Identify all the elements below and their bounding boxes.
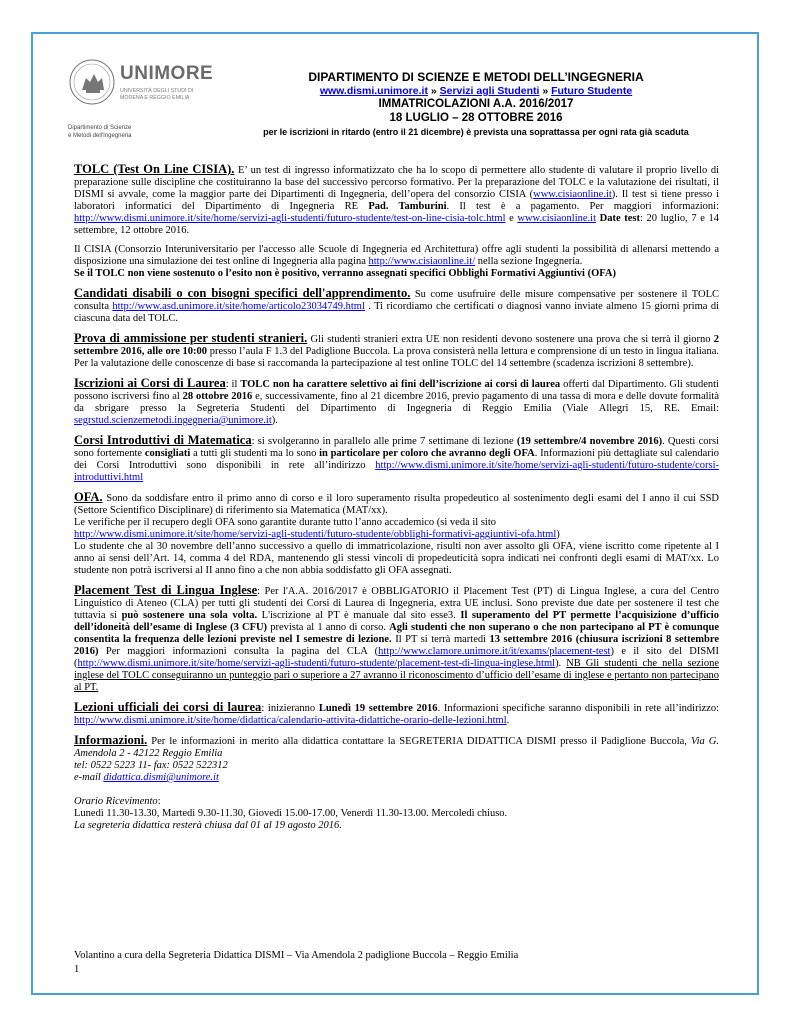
link-futuro-studente[interactable]: Futuro Studente [551, 85, 633, 97]
department-title: DIPARTIMENTO DI SCIENZE E METODI DELL’INGEGNERIA [308, 70, 644, 84]
link-cla-placement[interactable]: http://www.clamore.unimore.it/it/exams/placement-test [378, 646, 611, 657]
ofa-verifiche: Le verifiche per il recupero degli OFA sono garantite durante tutto l’anno accademico (si veda il sito http://www.dismi.unimore.it/site/home/servizi-agli-studenti/futuro-studente/obblighi-formativi-aggiuntivi-ofa.html) [74, 517, 560, 540]
informazioni-section: Informazioni. Per le informazioni in merito alla didattica contattare la SEGRETERIA DIDATTICA DISMI presso il Padiglione Buccola, Via G. Amendola 2 - 42122 Reggio Emilia [74, 733, 719, 759]
link-tolc-info[interactable]: http://www.dismi.unimore.it/site/home/servizi-agli-studenti/futuro-studente/test-on-line-cisia-tolc.html [74, 213, 506, 224]
contact-email: e-mail didattica.dismi@unimore.it [74, 772, 219, 783]
immatricolazioni-title: IMMATRICOLAZIONI A.A. 2016/2017 [378, 98, 574, 110]
ofa-heading: OFA. [74, 490, 103, 504]
orario-text: Lunedì 11.30-13.30, Martedì 9.30-11.30, Giovedì 15.00-17.00, Venerdì 11.30-13.00. Mercoledì chiuso. [74, 808, 508, 819]
orario-label: Orario Ricevimento: [74, 796, 161, 807]
lezioni-section: Lezioni ufficiali dei corsi di laurea: inizieranno Lunedì 19 settembre 2016. Informazioni specifiche saranno disponibili in rete all’indirizzo: http://www.dismi.unimore.it/site/home/didattica/calendario-attivita-didattiche-orario-delle-lezioni.html. [74, 700, 719, 726]
link-didattica-email[interactable]: didattica.dismi@unimore.it [103, 772, 219, 783]
placement-heading: Placement Test di Lingua Inglese [74, 583, 258, 597]
informazioni-heading: Informazioni. [74, 733, 148, 747]
placement-section: Placement Test di Lingua Inglese: Per l'A.A. 2016/2017 è OBBLIGATORIO il Placement Test (PT) di Lingua Inglese, a cura del Centro Linguistico di Ateneo (CLA) per tutti gli studenti dei Corsi di Laurea di Ingegneria, extra UE inclusi. Sono previste due date per sostenere il test che tuttavia si può sostenere una sola volta. L'iscrizione al PT è manuale dal sito esse3. Il superamento del PT permette l’acquisizione d’ufficio dell’idoneità dell’esame di Inglese (3 CFU) prevista al 1 anno di corso. Agli studenti che non superano o che non partecipano al PT è comunque consentita la frequenza delle lezioni previste nel I semestre di lezione. Il PT si terrà martedì 13 settembre 2016 (chiusura iscrizioni 8 settembre 2016) Per maggiori informazioni consulta la pagina del CLA (http://www.clamore.unimore.it/it/exams/placement-test) e il sito del DISMI (http://www.dismi.unimore.it/site/home/servizi-agli-studenti/futuro-studente/placement-test-di-lingua-inglese.html). NB Gli studenti che nella sezione inglese del TOLC conseguiranno un punteggio pari o superiore a 27 avranno il riconoscimento d’ufficio dell’esame di inglese e pertanto non partecipano al PT. [74, 583, 720, 693]
link-dismi-placement[interactable]: http://www.dismi.unimore.it/site/home/servizi-agli-studenti/futuro-studente/placement-test-di-lingua-inglese.html [77, 658, 556, 669]
ofa-ripetente: Lo studente che al 30 novembre dell’anno successivo a quello di immatricolazione, risulti non aver assolto gli OFA, viene iscritto come ripetente al I anno ai sensi dell’Art. 14, comma 4 del RDA, mantenendo gli stessi vincoli di propedeuticità sopra indicati nei confronti degli esami di MAT/xx. Lo studente non potrà iscriversi al II anno fino a che non abbia soddisfatto gli OFA assegnati. [74, 541, 719, 576]
ofa-warning: Se il TOLC non viene sostenuto o l’esito non è positivo, verranno assegnati specifici Obblighi Formativi Aggiuntivi (OFA) [74, 268, 616, 279]
corsi-heading: Corsi Introduttivi di Matematica [74, 433, 252, 447]
department-caption: Dipartimento di Scienze e Metodi dell'Ingegneria [68, 125, 132, 139]
dates-title: 18 LUGLIO – 28 OTTOBRE 2016 [389, 112, 563, 124]
logo-wordmark: UNIMORE [120, 63, 214, 84]
footer-text: Volantino a cura della Segreteria Didattica DISMI – Via Amendola 2 padiglione Buccola – Reggio Emilia [74, 950, 519, 961]
unimore-logo [66, 55, 214, 145]
link-corsi-introduttivi[interactable]: http://www.dismi.unimore.it/site/home/servizi-agli-studenti/futuro-studente/corsi-introduttivi.html [74, 460, 719, 483]
link-dismi-site[interactable]: www.dismi.unimore.it [319, 85, 428, 97]
link-cisia[interactable]: www.cisiaonline.it [533, 189, 612, 200]
stranieri-heading: Prova di ammissione per studenti stranieri. [74, 331, 308, 345]
stranieri-section: Prova di ammissione per studenti stranieri. Gli studenti stranieri extra UE non residenti devono sostenere una prova che si terrà il giorno 2 settembre 2016, alle ore 10:00 presso l’aula F 1.3 del Padiglione Buccola. La prova consisterà nella lettura e comprensione di un testo in lingua italiana. Per la valutazione delle conoscenze di base si raccomanda la partecipazione al test online TOLC del 14 settembre (scadenza iscrizioni 8 settembre). [74, 331, 719, 369]
lezioni-heading: Lezioni ufficiali dei corsi di laurea [74, 700, 262, 714]
link-segreteria-email[interactable]: segrstud.scienzemetodi.ingegneria@unimore.it [74, 415, 272, 426]
cisia-paragraph: Il CISIA (Consorzio Interuniversitario per l'accesso alle Scuole di Ingegneria ed Architettura) offre agli studenti la possibilità di allenarsi mettendo a disposizione una simulazione dei test online di Ingegneria alla pagina http://www.cisiaonline.it/ nella sezione Ingegneria. [74, 244, 719, 267]
link-cisia-online[interactable]: http://www.cisiaonline.it/ [368, 256, 476, 267]
link-asd[interactable]: http://www.asd.unimore.it/site/home/articolo23034749.html [112, 301, 365, 312]
tolc-heading: TOLC (Test On Line CISIA). [74, 162, 235, 176]
university-seal-icon [68, 58, 116, 106]
link-servizi-studenti[interactable]: Servizi agli Studenti [439, 85, 540, 97]
breadcrumb: www.dismi.unimore.it » Servizi agli Studenti » Futuro Studente [319, 85, 633, 97]
link-calendario-lezioni[interactable]: http://www.dismi.unimore.it/site/home/didattica/calendario-attivita-didattiche-orario-delle-lezioni.html [74, 715, 507, 726]
page-footer [74, 949, 518, 977]
chiusura-text: La segreteria didattica resterà chiusa dal 01 al 19 agosto 2016. [74, 820, 342, 831]
disabili-section: Candidati disabili o con bisogni specifici dell'apprendimento. Su come usufruire delle misure compensative per sostenere il TOLC consulta http://www.asd.unimore.it/site/home/articolo23034749.html . Ti ricordiamo che certificati o diagnosi vanno inviate almeno 15 giorni prima di ciascuna data del TOLC. [74, 286, 719, 324]
link-cisia-2[interactable]: www.cisiaonline.it [517, 213, 597, 224]
tolc-section: TOLC (Test On Line CISIA). E’ un test di ingresso informatizzato che ha lo scopo di permettere allo studente di valutare il proprio livello di preparazione sulle discipline che costituiranno la base del successivo percorso formativo. Per la preparazione del TOLC e la valutazione dei risultati, il DISMI si avvale, come la maggior parte dei Dipartimenti di Ingegneria, dell’opera del consorzio CISIA (www.cisiaonline.it). Il test si tiene presso i laboratori informatici del Dipartimento di Ingegneria RE Pad. Tamburini. Il test è a pagamento. Per maggiori informazioni: http://www.dismi.unimore.it/site/home/servizi-agli-studenti/futuro-studente/test-on-line-cisia-tolc.html e www.cisiaonline.it Date test: 20 luglio, 7 e 14 settembre, 12 ottobre 2016. [74, 162, 719, 236]
logo-subtitle: UNIVERSITÀ DEGLI STUDI DI MODENA E REGGIO EMILIA [120, 88, 194, 101]
ofa-section: OFA. Sono da soddisfare entro il primo anno di corso e il loro superamento risulta propedeutico al sostenimento degli esami del I anno il cui SSD (Settore Scientifico Disciplinare) di riferimento sia Matematica (MAT/xx). [74, 490, 719, 516]
contact-phone: tel: 0522 5223 11- fax: 0522 522312 [74, 760, 228, 771]
disabili-heading: Candidati disabili o con bisogni specifici dell'apprendimento. [74, 286, 411, 300]
iscrizioni-section: Iscrizioni ai Corsi di Laurea: il TOLC non ha carattere selettivo ai fini dell’iscrizione ai corsi di laurea offerti dal Dipartimento. Gli studenti possono iscriversi fino al 28 ottobre 2016 e, successivamente, fino al 21 dicembre 2016, previo pagamento di una tassa di mora e delle dovute formalità da sbrigare presso la Segreteria Studenti del Dipartimento di Ingegneria di Reggio Emilia (Viale Allegri 15, RE. Email: segrstud.scienzemetodi.ingegneria@unimore.it). [74, 376, 720, 426]
late-note: per le iscrizioni in ritardo (entro il 21 dicembre) è prevista una soprattassa per ogni rata già scaduta [263, 127, 689, 137]
iscrizioni-heading: Iscrizioni ai Corsi di Laurea [74, 376, 226, 390]
main-content [74, 163, 719, 832]
link-ofa[interactable]: http://www.dismi.unimore.it/site/home/servizi-agli-studenti/futuro-studente/obblighi-formativi-aggiuntivi-ofa.html [74, 529, 557, 540]
page-number: 1 [74, 964, 80, 975]
corsi-section: Corsi Introduttivi di Matematica: si svolgeranno in parallelo alle prime 7 settimane di lezione (19 settembre/4 novembre 2016). Questi corsi sono fortemente consigliati a tutti gli studenti ma lo sono in particolare per coloro che avranno degli OFA. Informazioni più dettagliate sul calendario dei Corsi Introduttivi sono disponibili in rete all’indirizzo http://www.dismi.unimore.it/site/home/servizi-agli-studenti/futuro-studente/corsi-introduttivi.html [74, 433, 720, 483]
